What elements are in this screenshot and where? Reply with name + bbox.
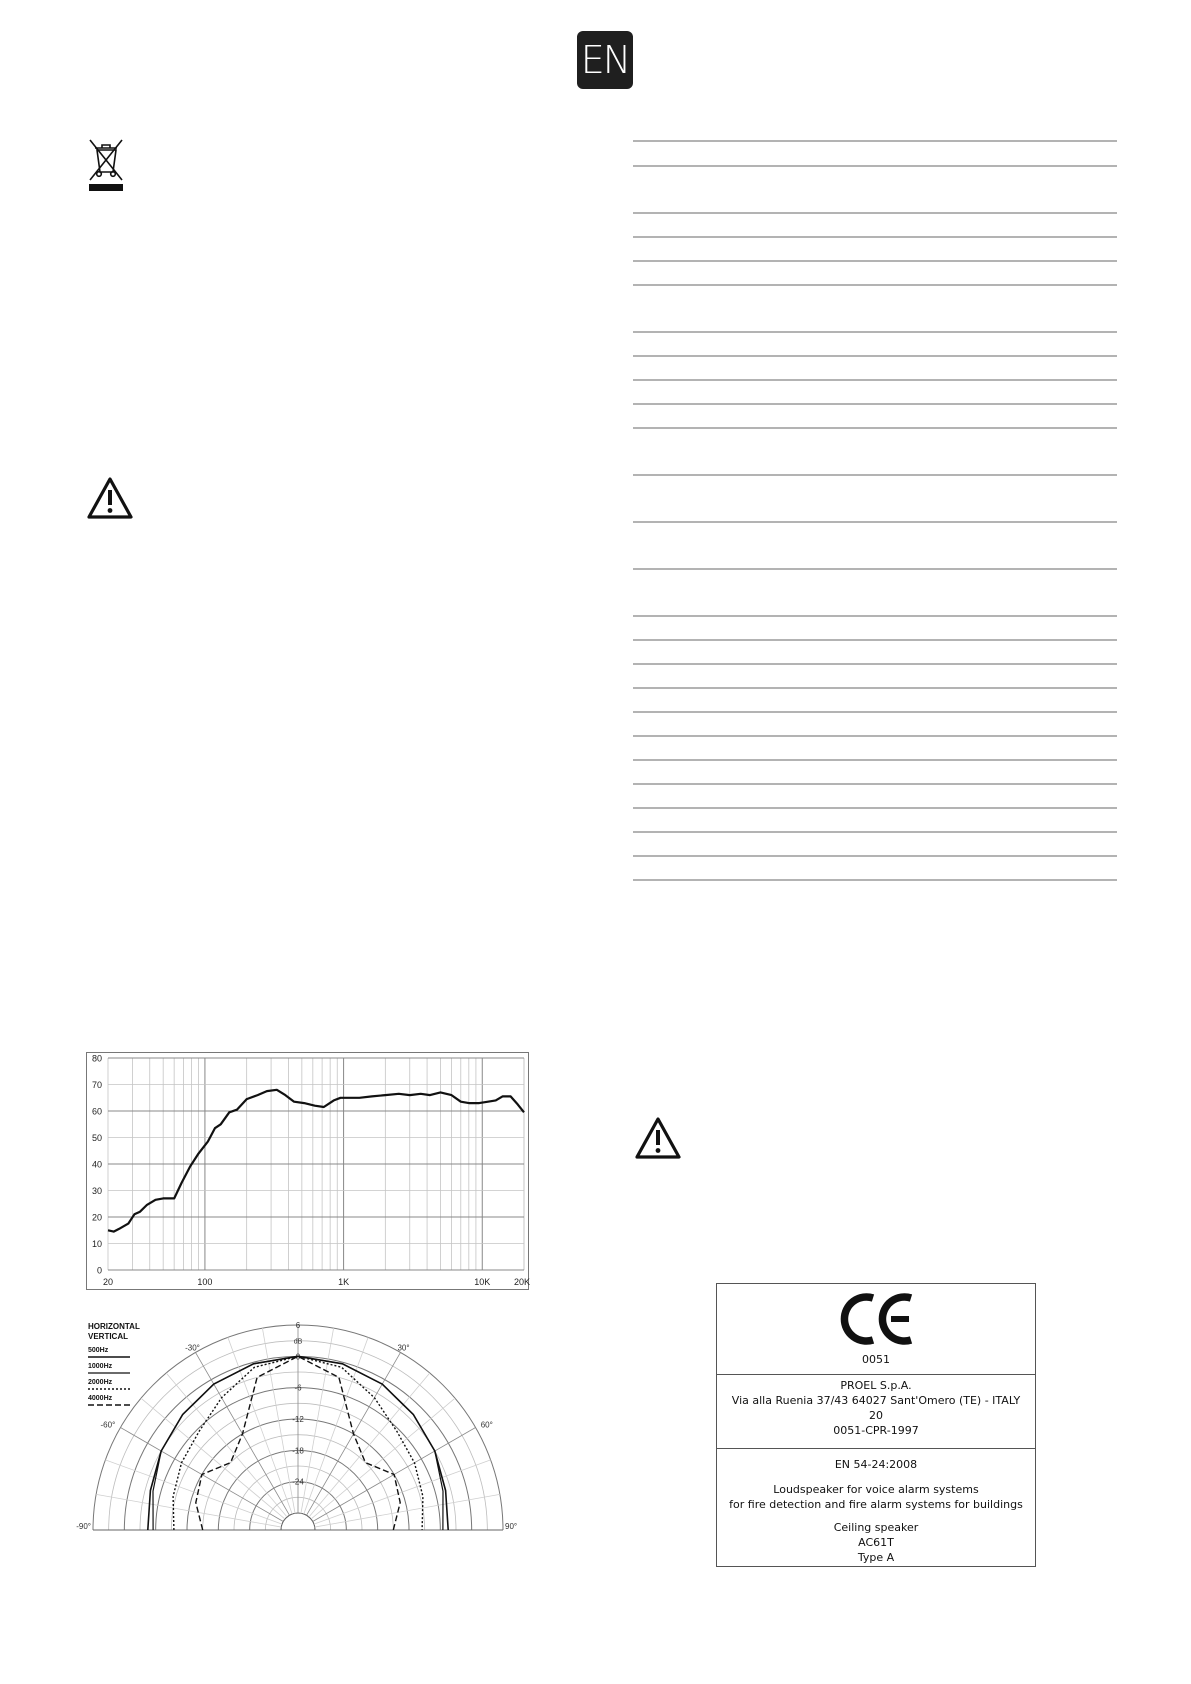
angle-tick-label: -60° xyxy=(100,1420,116,1430)
crossed-out-wheelie-bin-icon xyxy=(86,138,126,192)
warning-triangle-icon xyxy=(86,476,134,520)
angle-tick-label: -90° xyxy=(76,1522,91,1531)
type: Type A xyxy=(857,1551,895,1564)
angle-tick-label: 90° xyxy=(505,1522,518,1531)
legend-item-label: 500Hz xyxy=(88,1347,109,1354)
radial-unit-label: dB xyxy=(293,1338,303,1346)
radial-tick-label: 0 xyxy=(295,1352,301,1362)
x-tick-label: 100 xyxy=(197,1277,213,1287)
y-tick-label: 30 xyxy=(91,1186,102,1196)
radial-tick-label: 6 xyxy=(295,1321,301,1330)
radial-tick-label: -18 xyxy=(292,1446,304,1456)
ce-mark-icon xyxy=(841,1292,915,1346)
model: AC61T xyxy=(858,1536,894,1549)
radial-tick-label: -6 xyxy=(294,1383,302,1393)
specification-table xyxy=(633,140,1117,890)
warning-triangle-icon xyxy=(634,1116,682,1160)
description-line-2: for fire detection and fire alarm systems for buildings xyxy=(729,1498,1023,1511)
notified-body-number: 0051 xyxy=(862,1353,890,1366)
angle-tick-label: 60° xyxy=(480,1420,493,1430)
frequency-response-chart xyxy=(86,1052,529,1290)
year: 20 xyxy=(869,1409,883,1422)
radial-tick-label: -12 xyxy=(292,1415,304,1424)
legend-item-label: 2000Hz xyxy=(88,1379,113,1386)
y-tick-label: 40 xyxy=(91,1159,102,1170)
chart-frame xyxy=(87,1053,529,1290)
language-badge: EN xyxy=(577,31,633,89)
polar-dispersion-chart xyxy=(76,1320,528,1538)
angle-tick-label: -30° xyxy=(185,1343,200,1353)
y-tick-label: 50 xyxy=(91,1133,102,1143)
manufacturer-section xyxy=(717,1374,1035,1449)
ce-mark-section xyxy=(717,1284,1035,1375)
x-tick-label: 1K xyxy=(338,1277,350,1287)
y-tick-label: 60 xyxy=(91,1106,102,1117)
y-tick-label: 70 xyxy=(91,1080,102,1090)
y-tick-label: 10 xyxy=(91,1239,102,1249)
ce-marking-label xyxy=(716,1283,1036,1567)
manufacturer-address: Via alla Ruenia 37/43 64027 Sant'Omero (TE) - ITALY xyxy=(731,1394,1021,1407)
y-tick-label: 0 xyxy=(96,1265,102,1276)
polar-legend xyxy=(88,1322,140,1405)
product-section xyxy=(717,1449,1035,1567)
manufacturer-name: PROEL S.p.A. xyxy=(840,1379,912,1392)
y-tick-label: 80 xyxy=(91,1053,102,1064)
angle-tick-label: 30° xyxy=(397,1343,410,1353)
x-tick-label: 10K xyxy=(474,1277,491,1287)
legend-header: VERTICAL xyxy=(88,1332,128,1341)
product-type: Ceiling speaker xyxy=(833,1521,919,1534)
legend-header: HORIZONTAL xyxy=(88,1322,140,1331)
y-tick-label: 20 xyxy=(91,1212,102,1223)
x-tick-label: 20 xyxy=(102,1277,114,1287)
certificate-number: 0051-CPR-1997 xyxy=(833,1424,919,1437)
description-line-1: Loudspeaker for voice alarm systems xyxy=(773,1483,979,1496)
radial-tick-label: -24 xyxy=(292,1477,304,1487)
x-tick-label: 20K xyxy=(513,1277,530,1287)
legend-item-label: 1000Hz xyxy=(88,1363,113,1370)
standard: EN 54-24:2008 xyxy=(834,1458,918,1471)
legend-item-label: 4000Hz xyxy=(88,1395,113,1402)
